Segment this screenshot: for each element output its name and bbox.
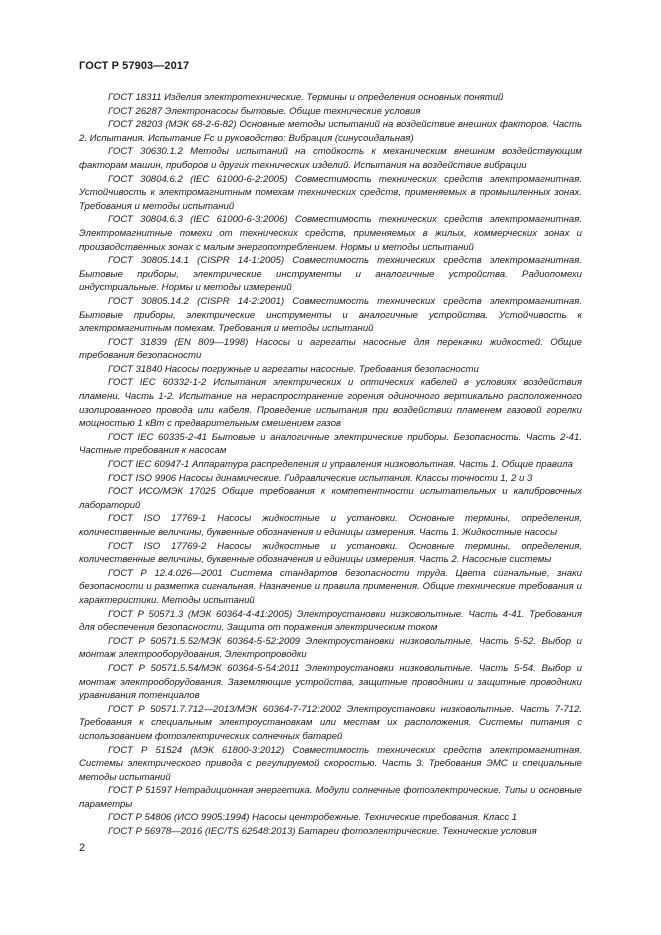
reference-item: ГОСТ 18311 Изделия электротехнические. Термины и определения основных понятий <box>108 92 504 103</box>
reference-item: ГОСТ 30630.1.2 Методы испытаний на стойкость к механическим внешним воздействующим факторам машин, приборов и других технических изделий. Испытания на воздействие вибрации <box>79 146 582 171</box>
reference-item: ГОСТ ИСО/МЭК 17025 Общие требования к компетентности испытательных и калибровочных лабораторий <box>79 486 582 511</box>
reference-item: ГОСТ IEC 60335-2-41 Бытовые и аналогичные электрические приборы. Безопасность. Часть 2-41. Частные требования к насосам <box>79 431 582 457</box>
reference-item: ГОСТ Р 50571.3 (МЭК 60364-4-41:2005) Электроустановки низковольтные. Часть 4-41. Требования для обеспечения безопасности. Защита от поражения электрическим током <box>79 608 582 634</box>
reference-item: ГОСТ ISO 9906 Насосы динамические. Гидравлические испытания. Классы точности 1, 2 и 3 <box>108 472 533 484</box>
reference-item: ГОСТ 31839 (EN 809—1998) Насосы и агрегаты насосные для перекачки жидкостей. Общие требования безопасности <box>79 336 582 362</box>
reference-item: ГОСТ ISO 17769-1 Насосы жидкостные и установки. Основные термины, определения, количественные величины, буквенные обозначения и единицы измерения. Часть 1. Жидкостные насосы <box>79 513 582 538</box>
reference-item: ГОСТ Р 54806 (ИСО 9905:1994) Насосы центробежные. Технические требования. Класс 1 <box>108 812 518 824</box>
reference-item: ГОСТ ISO 17769-2 Насосы жидкостные и установки. Основные термины, определения, количественные величины, буквенные обозначения и единицы измерения. Часть 2. Насосные системы <box>79 540 582 566</box>
reference-item: ГОСТ 31840 Насосы погружные и агрегаты насосные. Требования безопасности <box>108 363 479 375</box>
reference-item: ГОСТ 26287 Электронасосы бытовые. Общие технические условия <box>108 105 421 117</box>
reference-item: ГОСТ 30805.14.2 (CISPR 14-2:2001) Совместимость технических средств электромагнитная. Бытовые приборы, электрические инструменты и аналогичные устройства. Устойчивость к электромагнитным помехам. Требования и методы испытаний <box>79 295 582 335</box>
reference-item: ГОСТ Р 51597 Нетрадиционная энергетика. Модули солнечные фотоэлектрические. Типы и основные параметры <box>79 785 582 810</box>
reference-item: ГОСТ Р 56978—2016 (IEC/TS 62548:2013) Батареи фотоэлектрические. Технические условия <box>108 826 537 838</box>
reference-item: ГОСТ IEC 60332-1-2 Испытания электрических и оптических кабелей в условиях воздействия пламени. Часть 1-2. Испытание на нераспространение горения одиночного вертикально расположенного изолированного провода или кабеля. Проведение испытания при воздействии пламенем газовой горелки мощностью 1 кВт с предварительным смешением газов <box>79 377 582 430</box>
document-header: ГОСТ Р 57903—2017 <box>79 60 190 72</box>
reference-item: ГОСТ Р 51524 (МЭК 61800-3:2012) Совместимость технических средств электромагнитная. Системы электрического привода с регулируемой скоростью. Часть 3. Требования ЭМС и специальные методы испытаний <box>79 744 582 783</box>
page-number: 2 <box>79 842 86 854</box>
reference-item: ГОСТ 28203 (МЭК 68-2-6-82) Основные методы испытаний на воздействие внешних факторов. Часть 2. Испытания. Испытание Fc и руководство: Вибрация (синусоидальная) <box>79 119 582 144</box>
reference-item: ГОСТ IEC 60947-1 Аппаратура распределения и управления низковольтная. Часть 1. Общие правила <box>108 459 574 471</box>
reference-item: ГОСТ 30805.14.1 (CISPR 14-1:2005) Совместимость технических средств электромагнитная. Бытовые приборы, электрические инструменты и аналогичные устройства. Радиопомехи индустриальные. Нормы и методы измерений <box>79 255 582 294</box>
normative-references <box>79 91 582 839</box>
reference-item: ГОСТ Р 50571.5.54/МЭК 60364-5-54:2011 Электроустановки низковольтные. Часть 5-54. Выбор и монтаж электрооборудования. Заземляющие устройства, защитные проводники и защитные проводники уравнивания потенциалов <box>79 662 582 702</box>
reference-item: ГОСТ 30804.6.3 (IEC 61000-6-3:2006) Совместимость технических средств электромагнитная. Электромагнитные помехи от технических средств, применяемых в жилых, коммерческих зонах и производственных зонах с малым энергопотреблением. Нормы и методы испытаний <box>79 214 582 253</box>
reference-item: ГОСТ 30804.6.2 (IEC 61000-6-2:2005) Совместимость технических средств электромагнитная. Устойчивость к электромагнитным помехам технических средств, применяемых в промышленных зонах. Требования и методы испытаний <box>79 173 582 212</box>
reference-item: ГОСТ Р 50571.5.52/МЭК 60364-5-52:2009 Электроустановки низковольтные. Часть 5-52. Выбор и монтаж электрооборудования. Электропроводки <box>79 635 582 661</box>
reference-item: ГОСТ Р 12.4.026—2001 Система стандартов безопасности труда. Цвета сигнальные, знаки безопасности и разметка сигнальная. Назначение и правила применения. Общие технические требования и характеристики. Методы испытаний <box>79 567 582 606</box>
reference-item: ГОСТ Р 50571.7.712—2013/МЭК 60364-7-712:2002 Электроустановки низковольтные. Часть 7-712. Требования к специальным электроустановкам или местам их расположения. Системы питания с использованием фотоэлектрических солнечных батарей <box>79 703 582 742</box>
